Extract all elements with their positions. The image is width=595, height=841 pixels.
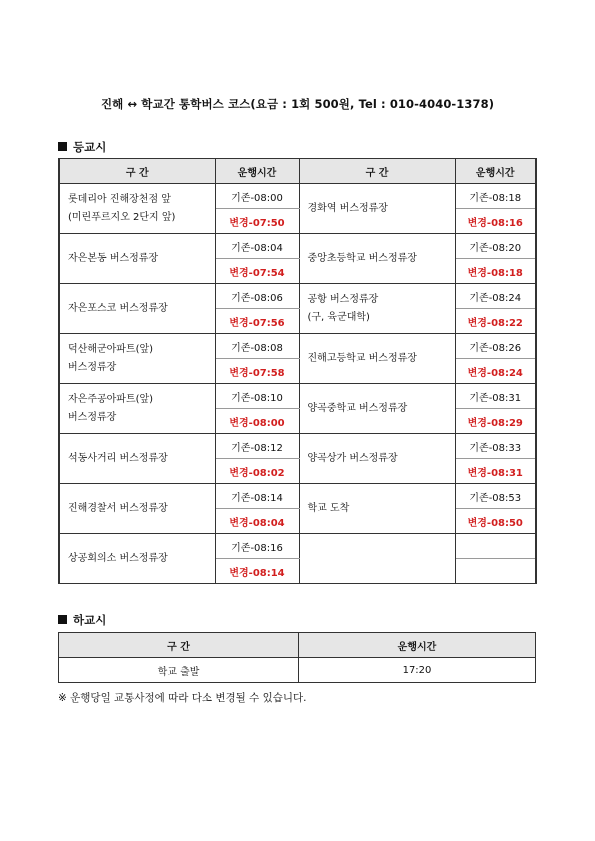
stop-location	[299, 434, 455, 484]
stop-location	[299, 534, 455, 584]
changed-time: 변경-08:22	[455, 309, 536, 334]
changed-time: 변경-07:56	[215, 309, 299, 334]
stop-location	[59, 284, 215, 334]
header-section: 구 간	[59, 633, 299, 658]
changed-time: 변경-07:54	[215, 259, 299, 284]
table-row	[59, 534, 536, 559]
morning-heading	[58, 139, 106, 155]
changed-time: 변경-08:02	[215, 459, 299, 484]
stop-location-line: 진해경찰서 버스정류장	[68, 502, 168, 514]
header-section-right: 구 간	[299, 159, 455, 184]
original-time: 기존-08:06	[215, 284, 299, 309]
original-time	[455, 534, 536, 559]
table-row	[59, 184, 536, 209]
stop-location	[299, 234, 455, 284]
stop-location-line: (구, 육군대학)	[307, 311, 370, 323]
table-row	[59, 434, 536, 459]
changed-time: 변경-07:58	[215, 359, 299, 384]
table-row	[59, 658, 536, 683]
stop-location	[299, 184, 455, 234]
original-time: 기존-08:33	[455, 434, 536, 459]
original-time: 기존-08:08	[215, 334, 299, 359]
table-row	[59, 234, 536, 259]
original-time: 기존-08:31	[455, 384, 536, 409]
morning-heading-label: 등교시	[73, 140, 107, 154]
changed-time: 변경-08:18	[455, 259, 536, 284]
stop-location-line: 양곡상가 버스정류장	[307, 452, 398, 464]
departure-location: 학교 출발	[59, 658, 299, 683]
original-time: 기존-08:12	[215, 434, 299, 459]
changed-time: 변경-08:16	[455, 209, 536, 234]
stop-location-line: 석동사거리 버스정류장	[68, 452, 168, 464]
original-time: 기존-08:04	[215, 234, 299, 259]
original-time: 기존-08:10	[215, 384, 299, 409]
stop-location-line: 자은본동 버스정류장	[68, 252, 159, 264]
stop-location	[59, 434, 215, 484]
table-header-row	[59, 633, 536, 658]
table-row	[59, 334, 536, 359]
stop-location-line: 롯데리아 진해장천점 앞	[68, 193, 171, 205]
morning-schedule-table	[58, 158, 537, 584]
stop-location-line: 진해고등학교 버스정류장	[307, 352, 417, 364]
stop-location	[299, 484, 455, 534]
stop-location	[59, 184, 215, 234]
changed-time: 변경-08:50	[455, 509, 536, 534]
square-bullet-icon	[58, 615, 67, 624]
table-row	[59, 284, 536, 309]
changed-time: 변경-08:31	[455, 459, 536, 484]
header-section-left: 구 간	[59, 159, 215, 184]
original-time: 기존-08:14	[215, 484, 299, 509]
stop-location-line: 학교 도착	[307, 502, 350, 514]
stop-location-line: 공항 버스정류장	[307, 293, 379, 305]
afternoon-heading-label: 하교시	[73, 613, 107, 627]
header-time: 운행시간	[299, 633, 536, 658]
stop-location	[299, 284, 455, 334]
stop-location-line: 경화역 버스정류장	[307, 202, 388, 214]
original-time: 기존-08:00	[215, 184, 299, 209]
stop-location-line: 양곡중학교 버스정류장	[307, 402, 408, 414]
original-time: 기존-08:24	[455, 284, 536, 309]
stop-location	[59, 484, 215, 534]
stop-location-line: 상공회의소 버스정류장	[68, 552, 168, 564]
header-time-left: 운행시간	[215, 159, 299, 184]
stop-location	[59, 334, 215, 384]
footnote: ※ 운행당일 교통사정에 따라 다소 변경될 수 있습니다.	[58, 692, 307, 704]
stop-location-line: 덕산해군아파트(앞)	[68, 343, 154, 355]
stop-location-line: 자은포스코 버스정류장	[68, 302, 168, 314]
square-bullet-icon	[58, 142, 67, 151]
changed-time: 변경-08:14	[215, 559, 299, 584]
stop-location	[299, 384, 455, 434]
original-time: 기존-08:16	[215, 534, 299, 559]
table-row	[59, 484, 536, 509]
changed-time: 변경-08:29	[455, 409, 536, 434]
stop-location	[59, 384, 215, 434]
changed-time: 변경-08:04	[215, 509, 299, 534]
table-header-row	[59, 159, 536, 184]
stop-location	[299, 334, 455, 384]
original-time: 기존-08:26	[455, 334, 536, 359]
stop-location-line: 버스정류장	[68, 361, 117, 373]
header-time-right: 운행시간	[455, 159, 536, 184]
changed-time	[455, 559, 536, 584]
stop-location	[59, 234, 215, 284]
original-time: 기존-08:20	[455, 234, 536, 259]
morning-schedule-body	[59, 184, 536, 584]
departure-time: 17:20	[299, 658, 536, 683]
stop-location-line: (미린푸르지오 2단지 앞)	[68, 211, 176, 223]
stop-location-line: 자은주공아파트(앞)	[68, 393, 154, 405]
changed-time: 변경-08:24	[455, 359, 536, 384]
afternoon-heading	[58, 612, 106, 628]
stop-location-line: 중앙초등학교 버스정류장	[307, 252, 417, 264]
original-time: 기존-08:18	[455, 184, 536, 209]
changed-time: 변경-08:00	[215, 409, 299, 434]
table-row	[59, 384, 536, 409]
stop-location-line: 버스정류장	[68, 411, 117, 423]
changed-time: 변경-07:50	[215, 209, 299, 234]
afternoon-schedule-table	[58, 632, 536, 683]
original-time: 기존-08:53	[455, 484, 536, 509]
page-title: 진해 ↔ 학교간 통학버스 코스(요금 : 1회 500원, Tel : 010-4040-1378)	[100, 97, 495, 111]
stop-location	[59, 534, 215, 584]
